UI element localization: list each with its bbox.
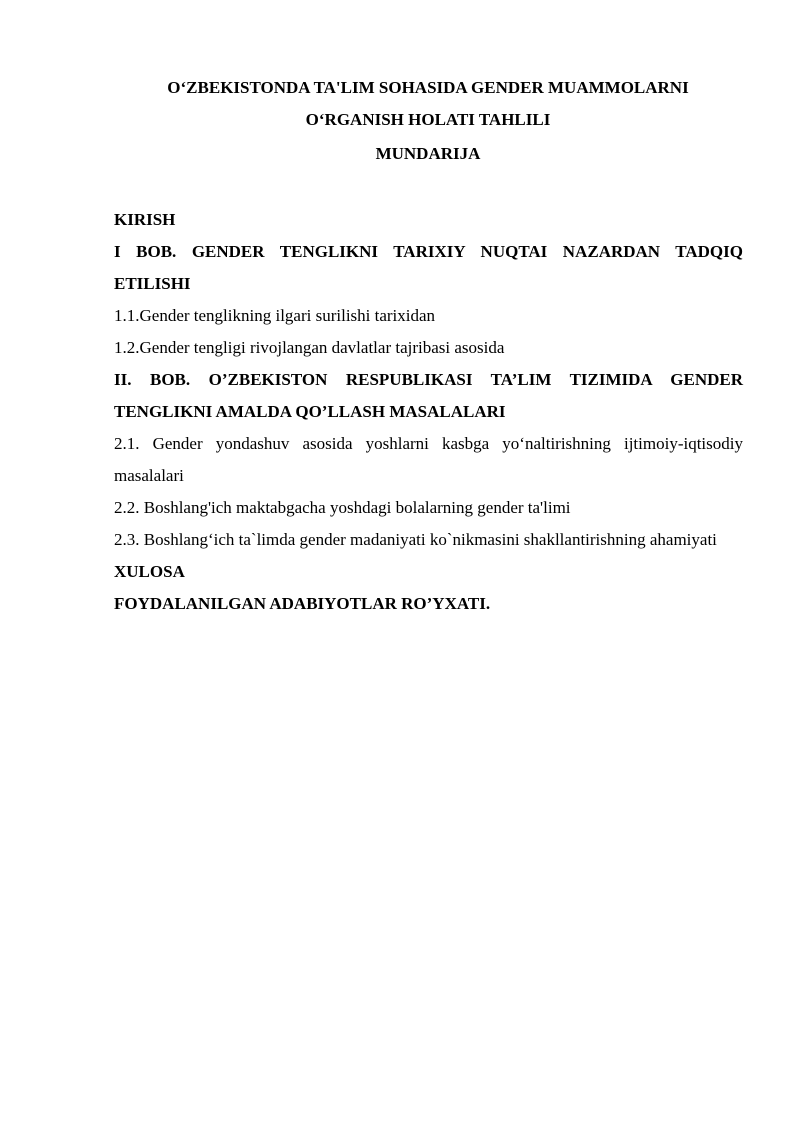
table-of-contents-heading: MUNDARIJA (375, 144, 481, 163)
toc-entry-section-2-2: 2.2. Boshlang'ich maktabgacha yoshdagi bolalarning gender ta'limi (114, 498, 571, 517)
toc-entry-section-1-1: 1.1.Gender tenglikning ilgari surilishi tarixidan (114, 306, 436, 325)
toc-entry-introduction: KIRISH (114, 210, 176, 229)
toc-entry-section-2-3: 2.3. Boshlang‘ich ta`limda gender madaniyati ko`nikmasini shakllantirishning ahamiyati (114, 530, 717, 549)
table-of-contents (114, 204, 743, 620)
toc-entry-chapter-1: I BOB. GENDER TENGLIKNI TARIXIY NUQTAI NAZARDAN TADQIQ ETILISHI (114, 242, 743, 293)
toc-entry-chapter-2: II. BOB. O’ZBEKISTON RESPUBLIKASI TA’LIM TIZIMIDA GENDER TENGLIKNI AMALDA QO’LLASH MASALALARI (114, 370, 743, 421)
toc-entry-bibliography: FOYDALANILGAN ADABIYOTLAR RO’YXATI. (114, 594, 491, 613)
toc-entry-section-1-2: 1.2.Gender tengligi rivojlangan davlatlar tajribasi asosida (114, 338, 505, 357)
toc-entry-section-2-1: 2.1. Gender yondashuv asosida yoshlarni kasbga yo‘naltirishning ijtimoiy-iqtisodiy masalalari (114, 434, 743, 485)
document-title-line-2: O‘RGANISH HOLATI TAHLILI (305, 110, 551, 129)
document-title-line-1: O‘ZBEKISTONDA TA'LIM SOHASIDA GENDER MUAMMOLARNI (167, 78, 689, 97)
toc-entry-conclusion: XULOSA (114, 562, 185, 581)
